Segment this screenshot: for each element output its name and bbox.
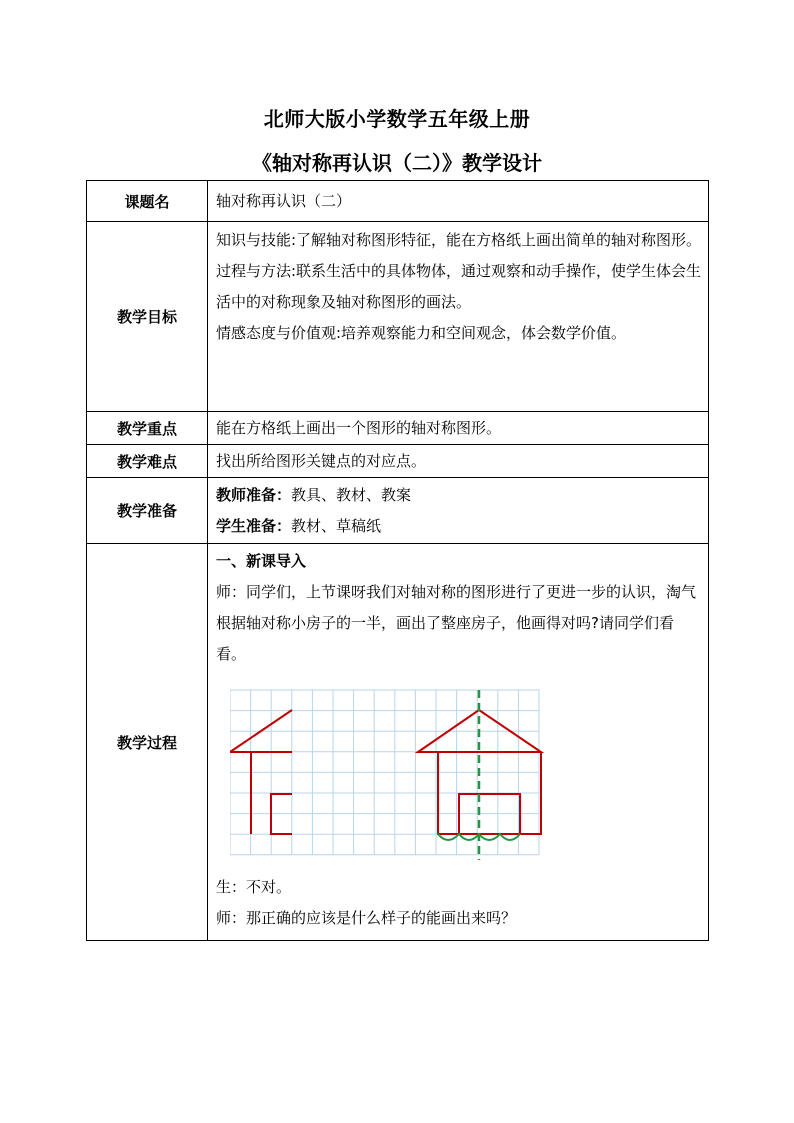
table-row xyxy=(87,544,709,941)
grid-paper xyxy=(230,690,539,855)
lesson-plan-table xyxy=(86,180,709,941)
goals-label: 教学目标 xyxy=(87,222,208,412)
student-prep-label: 学生准备： xyxy=(216,516,292,535)
goal-process: 过程与方法:联系生活中的具体物体，通过观察和动手操作，使学生体会生活中的对称现象及轴对称图形的画法。 xyxy=(216,262,702,311)
table-row xyxy=(87,445,709,478)
difficulty-label: 教学难点 xyxy=(87,445,208,478)
teacher-intro: 师：同学们，上节课呀我们对轴对称的图形进行了更进一步的认识，淘气根据轴对称小房子的一半，画出了整座房子，他画得对吗?请同学们看看。 xyxy=(216,583,697,663)
teacher-preparation xyxy=(216,480,702,511)
preparation-content xyxy=(208,478,709,544)
process-content xyxy=(208,544,709,941)
preparation-label: 教学准备 xyxy=(87,478,208,544)
table-row xyxy=(87,412,709,445)
topic-label: 课题名 xyxy=(87,181,208,222)
teacher-prep-value: 教具、教材、教案 xyxy=(291,485,412,504)
difficulty-value: 找出所给图形关键点的对应点。 xyxy=(208,445,709,478)
teacher-question: 师：那正确的应该是什么样子的能画出来吗？ xyxy=(216,909,517,927)
key-point-value: 能在方格纸上画出一个图形的轴对称图形。 xyxy=(208,412,709,445)
table-row xyxy=(87,222,709,412)
table-row xyxy=(87,478,709,544)
key-point-label: 教学重点 xyxy=(87,412,208,445)
process-label: 教学过程 xyxy=(87,544,208,941)
student-answer: 生：不对。 xyxy=(216,878,292,896)
teacher-prep-label: 教师准备： xyxy=(216,485,292,504)
house-symmetry-figure xyxy=(230,688,550,864)
table-row xyxy=(87,181,709,222)
document-title: 北师大版小学数学五年级上册 xyxy=(263,107,531,131)
section-heading: 一、新课导入 xyxy=(216,552,307,570)
topic-value: 轴对称再认识（二） xyxy=(208,181,709,222)
goals-content xyxy=(208,222,709,412)
student-preparation xyxy=(216,511,702,542)
goal-attitude: 情感态度与价值观:培养观察能力和空间观念，体会数学价值。 xyxy=(216,324,627,342)
goal-knowledge: 知识与技能:了解轴对称图形特征，能在方格纸上画出简单的轴对称图形。 xyxy=(216,231,702,249)
document-subtitle: 《轴对称再认识（二）》教学设计 xyxy=(252,151,542,175)
student-prep-value: 教材、草稿纸 xyxy=(291,516,382,535)
